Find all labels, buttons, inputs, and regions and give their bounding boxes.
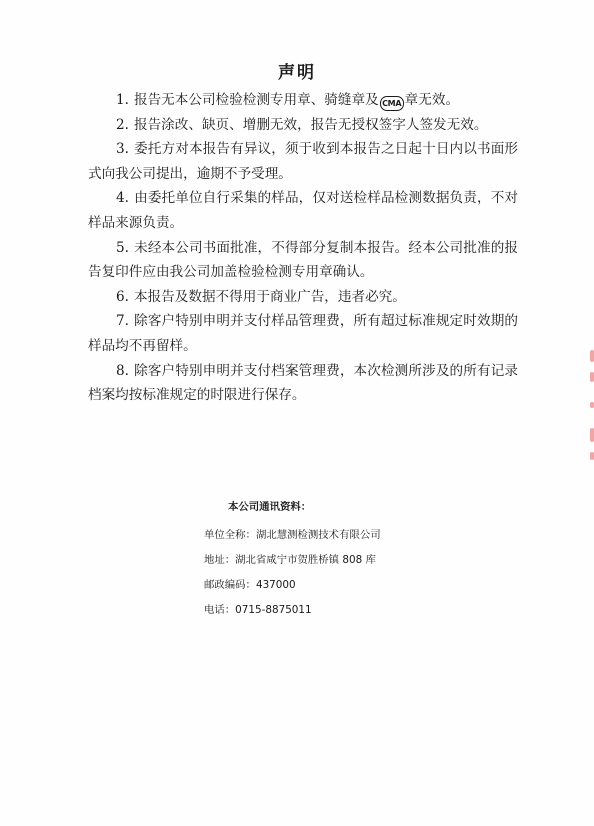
address-label: 地址： <box>204 554 236 566</box>
item-text: 章无效。 <box>404 92 460 108</box>
item-number: 2. <box>116 116 129 133</box>
item-text: 由委托单位自行采集的样品，仅对送检样品检测数据负责，不对样品来源负责。 <box>88 190 518 231</box>
phone-label: 电话： <box>204 604 236 616</box>
item-number: 6. <box>116 288 129 305</box>
statement-item-8 <box>88 359 518 408</box>
contact-heading: 本公司通讯资料： <box>228 501 312 513</box>
company-label: 单位全称： <box>204 529 256 541</box>
item-text: 报告无本公司检验检测专用章、骑缝章及 <box>133 92 379 108</box>
contact-company-row <box>204 526 381 541</box>
statement-item-5 <box>88 236 518 285</box>
item-text: 未经本公司书面批准，不得部分复制本报告。经本公司批准的报告复印件应由我公司加盖检验检测专用章确认。 <box>88 239 518 281</box>
item-text: 本报告及数据不得用于商业广告，违者必究。 <box>133 288 406 305</box>
item-text: 报告涂改、缺页、增删无效，报告无授权签字人签发无效。 <box>133 116 488 133</box>
statement-item-4 <box>88 186 518 235</box>
item-number: 5. <box>116 239 129 256</box>
statement-item-7 <box>88 309 518 358</box>
statement-item-1 <box>88 88 518 113</box>
item-number: 4. <box>116 190 129 207</box>
seam-stamp-edge <box>588 340 594 470</box>
item-number: 7. <box>116 313 129 330</box>
address-value: 湖北省咸宁市贺胜桥镇 808 库 <box>235 554 376 566</box>
item-text: 除客户特别申明并支付档案管理费，本次检测所涉及的所有记录档案均按标准规定的时限进行保存。 <box>88 362 518 404</box>
contact-address-row <box>204 551 376 566</box>
item-text: 委托方对本报告有异议，须于收到本报告之日起十日内以书面形式向我公司提出，逾期不予受理。 <box>88 141 518 182</box>
cma-logo-icon: CMA <box>380 96 404 111</box>
statement-list <box>88 88 518 408</box>
phone-value: 0715-8875011 <box>235 604 312 616</box>
item-number: 1. <box>116 92 129 108</box>
page-title: 声明 <box>278 63 316 83</box>
company-name: 湖北慧测检测技术有限公司 <box>255 529 381 541</box>
statement-item-6 <box>88 285 518 310</box>
postcode-label: 邮政编码： <box>204 579 256 591</box>
item-text: 除客户特别申明并支付样品管理费，所有超过标准规定时效期的样品均不再留样。 <box>88 313 518 354</box>
contact-postcode-row <box>204 576 296 591</box>
statement-item-2 <box>88 113 518 138</box>
item-number: 3. <box>116 141 129 158</box>
statement-item-3 <box>88 137 518 186</box>
postcode-value: 437000 <box>255 579 296 591</box>
item-number: 8. <box>116 362 129 379</box>
contact-phone-row <box>204 601 312 616</box>
